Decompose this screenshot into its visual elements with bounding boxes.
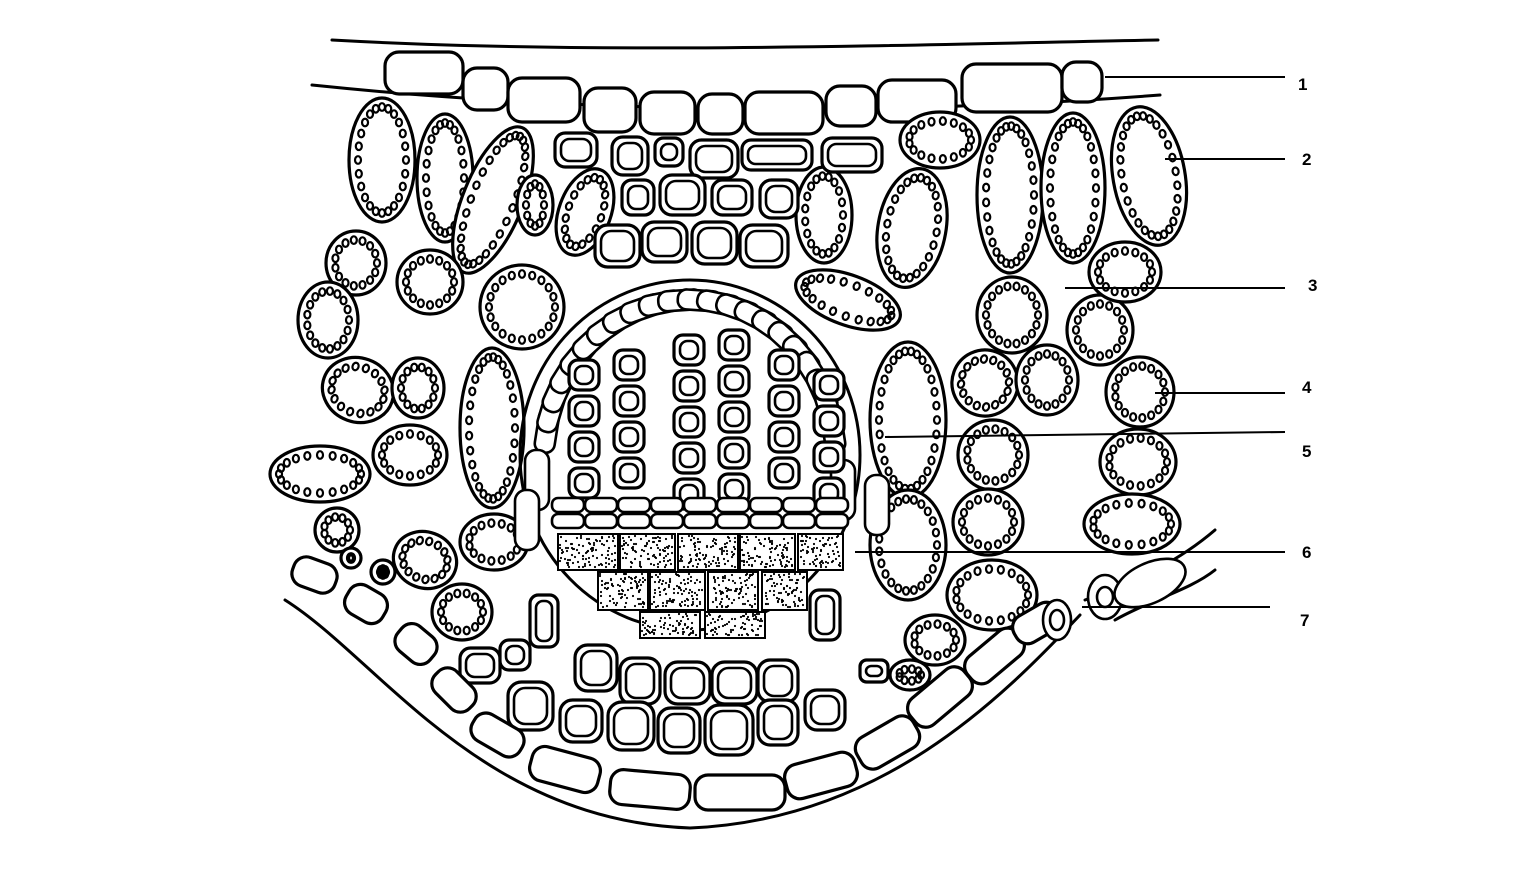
xylem-cell-lumen (575, 366, 593, 384)
cambium-cell (585, 514, 617, 528)
collenchyma-cell-lumen (664, 714, 694, 747)
phloem-cell (558, 534, 618, 570)
collenchyma-cell-lumen (566, 706, 596, 736)
epidermis-cell (385, 52, 463, 94)
epidermis-cell (698, 94, 743, 134)
cambium-cell (717, 514, 749, 528)
cambium-cell (684, 514, 716, 528)
collenchyma-cell-lumen (661, 144, 677, 160)
xylem-cell-lumen (820, 448, 838, 466)
epidermis-cell (527, 744, 604, 796)
xylem-cell-lumen (725, 444, 743, 462)
xylem-cell-lumen (575, 474, 593, 492)
epidermis-cell (1062, 62, 1102, 102)
xylem-cell-lumen (820, 376, 838, 394)
phloem-cell (708, 572, 758, 610)
collenchyma-cell-lumen (748, 146, 806, 164)
collenchyma-cell-lumen (866, 666, 882, 676)
vascular-bundle (515, 280, 889, 638)
epidermis-cell (584, 88, 636, 132)
phloem-cell (762, 572, 807, 610)
phloem-cell (620, 534, 675, 570)
epidermis-cell (695, 775, 785, 810)
xylem-cell-lumen (680, 413, 698, 431)
spongy-cell (373, 425, 447, 485)
xylem-cell-lumen (725, 480, 743, 498)
spongy-cell (1067, 295, 1133, 365)
xylem-cell-lumen (620, 392, 638, 410)
cambium-cell (783, 498, 815, 512)
xylem-cell-lumen (680, 449, 698, 467)
collenchyma-cell-lumen (671, 668, 704, 698)
collenchyma-cell-lumen (618, 143, 642, 169)
xylem-cell-lumen (775, 428, 793, 446)
spongy-cell (298, 282, 358, 358)
spongy-cell (1100, 429, 1176, 495)
palisade-cell (1101, 101, 1196, 251)
collenchyma-cell-lumen (718, 186, 746, 209)
collenchyma-cell-lumen (626, 664, 654, 698)
stoma (1043, 549, 1193, 640)
epidermis-cell (463, 68, 508, 110)
xylem-cell-lumen (725, 372, 743, 390)
collenchyma-cell-lumen (718, 668, 751, 698)
cambium-cell (651, 514, 683, 528)
collenchyma-cell-lumen (648, 228, 681, 256)
phloem-cell (740, 534, 795, 570)
xylem-cell-lumen (680, 341, 698, 359)
cambium-cell (552, 514, 584, 528)
cambium-cell (816, 514, 848, 528)
xylem-cell-lumen (680, 377, 698, 395)
xylem-cell-lumen (620, 356, 638, 374)
collenchyma-cell-lumen (764, 666, 792, 696)
spongy-cell (315, 508, 359, 552)
xylem-cell-lumen (725, 336, 743, 354)
epidermis-cell (609, 769, 692, 811)
spongy-cell (480, 265, 564, 349)
collenchyma-cell-lumen (628, 186, 648, 209)
collenchyma-cell-lumen (614, 708, 648, 744)
xylem-cell-lumen (820, 412, 838, 430)
collenchyma-cell-lumen (581, 651, 611, 685)
phloem-cell (640, 612, 700, 638)
collenchyma-cell-lumen (666, 181, 699, 209)
xylem-cell-lumen (775, 356, 793, 374)
palisade-cell (349, 98, 415, 222)
spongy-cell (341, 548, 361, 568)
collenchyma-cell-lumen (561, 139, 591, 161)
collenchyma-cell-lumen (711, 711, 747, 749)
epidermis-cell (508, 78, 580, 122)
xylem-cell-lumen (775, 464, 793, 482)
spongy-cell (953, 489, 1023, 555)
spongy-cell (460, 348, 524, 508)
cambium-cell (750, 514, 782, 528)
palisade-cell (796, 167, 852, 263)
label-2: 2 (1302, 150, 1312, 169)
xylem-cell-lumen (575, 402, 593, 420)
palisade-cell (868, 163, 956, 293)
spongy-cell (905, 615, 965, 665)
spongy-cell (958, 420, 1028, 490)
cambium-cell (684, 498, 716, 512)
palisade-cell (900, 112, 980, 168)
cambium (552, 498, 848, 528)
cambium-cell (552, 498, 584, 512)
cambium-cell (816, 498, 848, 512)
spongy-cell (1089, 242, 1161, 302)
collenchyma-cell-lumen (506, 646, 524, 664)
collenchyma-cell-lumen (764, 706, 792, 739)
spongy-cell (397, 250, 463, 314)
phloem-cell (598, 572, 648, 610)
collenchyma-cell-lumen (811, 696, 839, 724)
xylem-cell-lumen (620, 464, 638, 482)
cambium-cell (618, 514, 650, 528)
cambium-cell (585, 498, 617, 512)
phloem (558, 534, 843, 638)
collenchyma-cell-lumen (816, 596, 834, 634)
epidermis-cell (288, 553, 341, 597)
cambium-cell (750, 498, 782, 512)
label-6: 6 (1302, 543, 1312, 562)
cambium-cell (618, 498, 650, 512)
phloem-cell (798, 534, 843, 570)
spongy-cell (392, 358, 444, 418)
xylem-cell-lumen (620, 428, 638, 446)
epidermis-cell (745, 92, 823, 134)
phloem-cell (650, 572, 705, 610)
epidermis-cell (640, 92, 695, 134)
label-3: 3 (1308, 276, 1318, 295)
cambium-cell (783, 514, 815, 528)
label-7: 7 (1300, 611, 1310, 630)
collenchyma-cell-lumen (466, 654, 494, 677)
epidermis-cell (340, 580, 392, 629)
bundle-sheath-cell (515, 490, 539, 550)
collenchyma-cell-lumen (514, 688, 547, 724)
spongy-cell (313, 348, 403, 433)
spongy-cell (890, 660, 930, 690)
palisade-cell (1041, 113, 1105, 263)
spongy-cell (977, 277, 1047, 353)
collenchyma-cell-lumen (746, 231, 782, 261)
phloem-cell (678, 534, 738, 570)
collenchyma-cell-lumen (536, 601, 552, 641)
cambium-cell (651, 498, 683, 512)
palisade-cell (977, 117, 1043, 273)
label-4: 4 (1302, 378, 1312, 397)
collenchyma-cell-lumen (696, 146, 732, 172)
phloem-cell (705, 612, 765, 638)
spongy-cell (270, 446, 370, 502)
palisade-cell (517, 175, 553, 235)
spongy-cell (371, 560, 395, 584)
spongy-cell (1084, 494, 1180, 554)
collenchyma-cell-lumen (766, 186, 792, 212)
spongy-cell (432, 584, 492, 640)
epidermis-cell (782, 749, 861, 801)
spongy-cell (1016, 345, 1078, 415)
bundle-sheath-cell (865, 475, 889, 535)
xylem-cell-lumen (725, 408, 743, 426)
label-5: 5 (1302, 442, 1312, 461)
epidermis-cell (826, 86, 876, 126)
xylem-cell-lumen (775, 392, 793, 410)
collenchyma-cell-lumen (601, 231, 634, 261)
cambium-cell (717, 498, 749, 512)
xylem-cell-lumen (575, 438, 593, 456)
collenchyma-cell-lumen (828, 144, 876, 166)
collenchyma-cell-lumen (698, 228, 731, 258)
epidermis-cell (962, 64, 1062, 112)
label-1: 1 (1298, 75, 1308, 94)
